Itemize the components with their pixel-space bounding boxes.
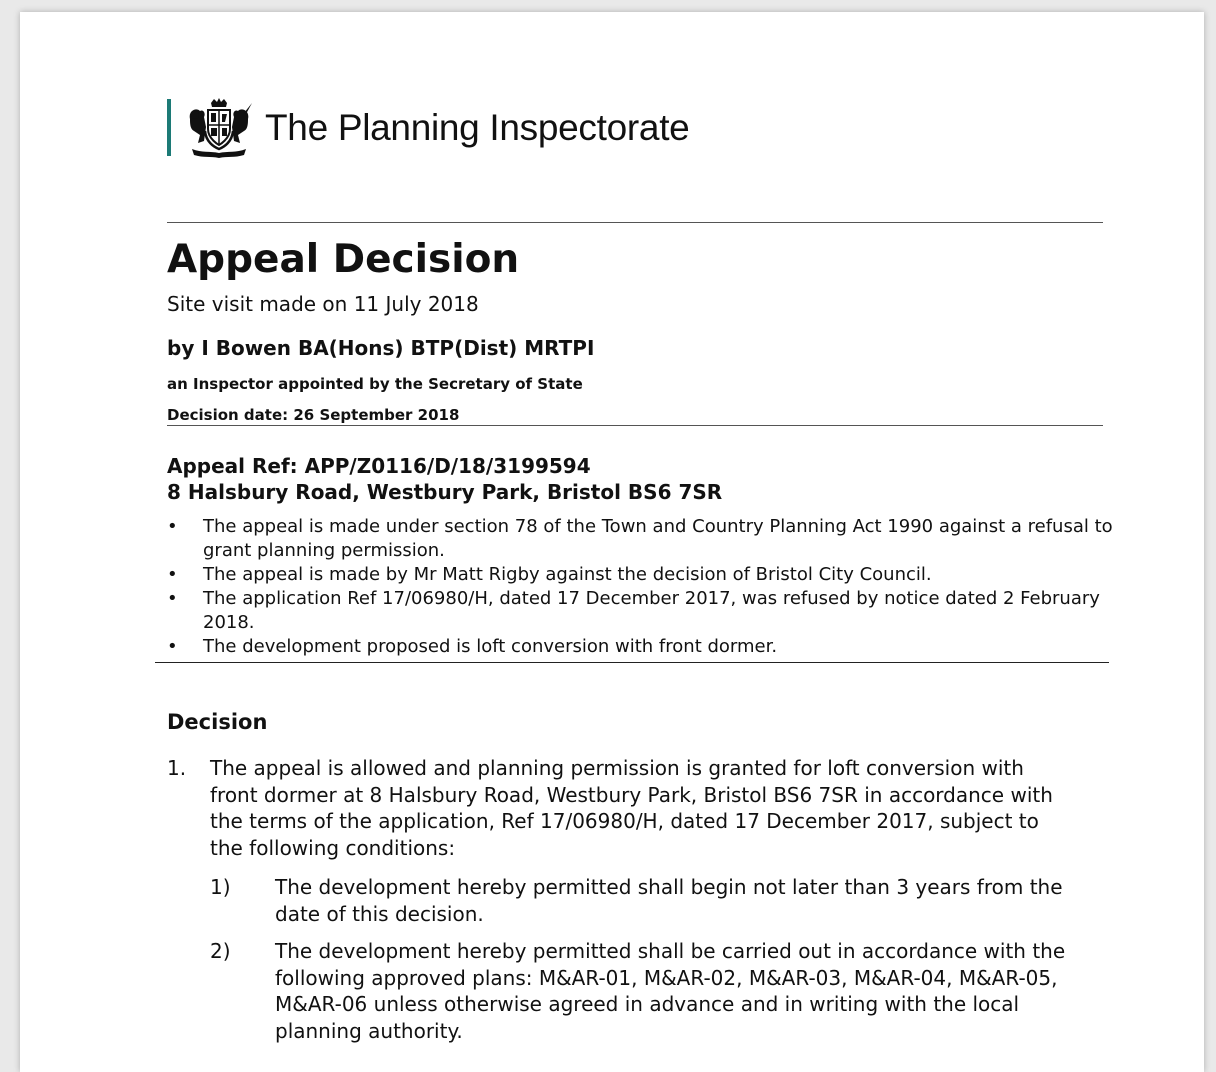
page-title: Appeal Decision: [167, 237, 520, 282]
inspector-line: by I Bowen BA(Hons) BTP(Dist) MRTPI: [167, 336, 595, 360]
condition-2: [210, 938, 1110, 1044]
list-item: • The development proposed is loft conversion with front dormer.: [167, 635, 1117, 659]
organisation-name: The Planning Inspectorate: [265, 107, 690, 148]
decision-date: Decision date: 26 September 2018: [167, 406, 460, 424]
royal-coat-of-arms-icon: [184, 97, 254, 159]
section-heading-decision: Decision: [167, 710, 268, 734]
paragraph-number: 1.: [167, 756, 187, 780]
document-page: [20, 12, 1204, 1072]
appeal-address: 8 Halsbury Road, Westbury Park, Bristol BS6 7SR: [167, 480, 723, 504]
appeal-details-divider: [155, 662, 1109, 663]
list-item: • The appeal is made under section 78 of the Town and Country Planning Act 1990 against a refusal to grant planning permission.: [167, 515, 1117, 563]
decision-date-divider: [167, 425, 1103, 426]
condition-text: The development hereby permitted shall be carried out in accordance with the following approved plans: M&AR-01, M&AR-02, M&AR-03, M&AR-04, M&AR-05, M&AR-06 unless otherwise agreed in advance and in writing with the local planning authority.: [275, 939, 1066, 1043]
list-item: • The appeal is made by Mr Matt Rigby against the decision of Bristol City Council.: [167, 563, 1117, 587]
appointed-line: an Inspector appointed by the Secretary of State: [167, 375, 583, 393]
appeal-ref: Appeal Ref: APP/Z0116/D/18/3199594: [167, 454, 591, 478]
condition-1: [210, 874, 1110, 927]
paragraph-text: The appeal is allowed and planning permission is granted for loft conversion with front dormer at 8 Halsbury Road, Westbury Park, Bristol BS6 7SR in accordance with the terms of the application, Ref 17/06980/H, dated 17 December 2017, subject to the following conditions:: [210, 756, 1053, 860]
appeal-reference-block: [167, 453, 722, 505]
site-visit-line: Site visit made on 11 July 2018: [167, 292, 479, 316]
condition-text: The development hereby permitted shall begin not later than 3 years from the date of this decision.: [275, 875, 1063, 926]
appeal-details-list: [167, 515, 1117, 659]
logo-accent-bar: [167, 99, 171, 156]
header-divider: [167, 222, 1103, 223]
condition-number: 1): [210, 875, 231, 899]
decision-paragraph-1: [167, 755, 1067, 861]
condition-number: 2): [210, 939, 231, 963]
list-item: • The application Ref 17/06980/H, dated 17 December 2017, was refused by notice dated 2 February 2018.: [167, 587, 1117, 635]
